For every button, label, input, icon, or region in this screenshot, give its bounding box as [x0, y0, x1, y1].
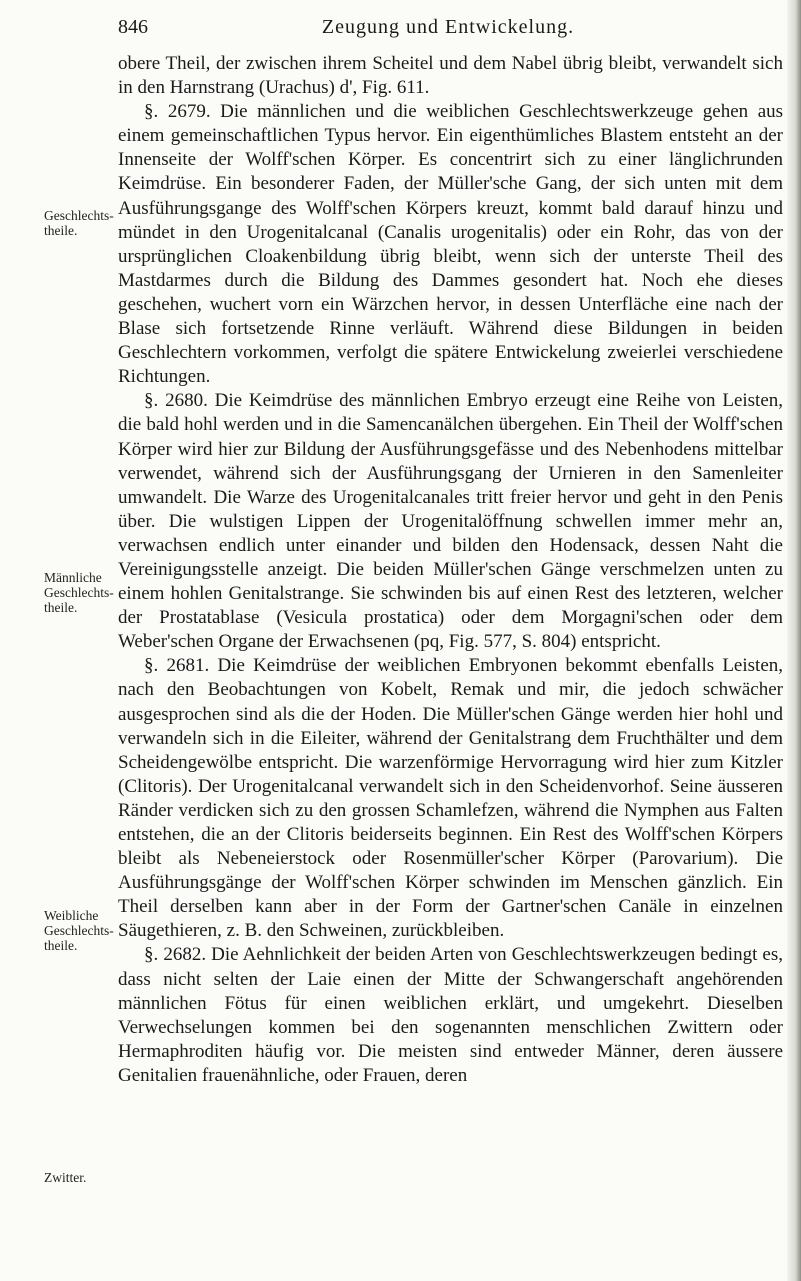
section-number: §. 2682.	[144, 944, 207, 966]
paragraph-2681	[118, 654, 783, 943]
section-number: §. 2679.	[144, 101, 211, 123]
paragraph-2680	[118, 389, 783, 654]
margin-note-weibliche: Weibliche Geschlechts-theile.	[44, 908, 114, 953]
paragraph-2682	[118, 943, 783, 1088]
margin-note-zwitter: Zwitter.	[44, 1170, 87, 1185]
running-title: Zeugung und Entwickelung.	[321, 16, 575, 38]
paragraph-text: Die Keimdrüse der weiblichen Embryonen bekommt ebenfalls Leisten, nach den Beobachtungen von Kobelt, Remak und mir, die jedoch schwächer ausgesprochen sind als die der Hoden. Die Müller'schen Gänge werden hier hohl und verwandeln sich in die Eileiter, während der Genitalstrang dem Fruchthälter und dem Scheidengewölbe entspricht. Die warzenförmige Hervorragung wird hier zum Kitzler (Clitoris). Der Urogenitalcanal verwandelt sich in den Scheidenvorhof. Seine äusseren Ränder verdicken sich zu den grossen Schamlefzen, während die Nymphen aus Falten entstehen, die an der Clitoris beiderseits beginnen. Ein Rest des Wolff'schen Körpers bleibt als Nebeneierstock oder Rosenmüller'scher Körper (Parovarium). Die Ausführungsgänge der Wolff'schen Körper schwinden im Menschen gänzlich. Ein Theil derselben kann aber in der Form der Gartner'schen Canäle in einzelnen Säugethieren, z. B. den Schweinen, zurückbleiben.	[118, 655, 784, 942]
paragraph-intro	[118, 52, 783, 100]
margin-note-maennliche: Männliche Geschlechts-theile.	[44, 570, 114, 615]
paragraph-text: Die Aehnlichkeit der beiden Arten von Geschlechtswerkzeugen bedingt es, dass nicht selten der Laie einen der Mitte der Schwangerschaft angehörenden männlichen Fötus für einen weiblichen erklärt, und umgekehrt. Dieselben Verwechselungen kommen bei den sogenannten menschlichen Zwittern oder Hermaphroditen häufig vor. Die meisten sind entweder Männer, deren äussere Genitalien frauenähnliche, oder Frauen, deren	[118, 944, 784, 1086]
paragraph-text: Die Keimdrüse des männlichen Embryo erzeugt eine Reihe von Leisten, die bald hohl werden und in die Samencanälchen übergehen. Ein Theil der Wolff'schen Körper wird hier zur Bildung der Ausführungsgefässe und des Nebenhodens mittelbar verwendet, während sich der Ausführungsgang der Urnieren in den Samenleiter umwandelt. Die Warze des Urogenitalcanales tritt freier hervor und geht in den Penis über. Die wulstigen Lippen der Urogenitalöffnung schwellen immer mehr an, verwachsen endlich unter einander und bilden den Hodensack, dessen Naht die Vereinigungsstelle anzeigt. Die beiden Müller'schen Gänge verschmelzen unten zu einem hohlen Genitalstrange. Sie schwinden bis auf einen Rest des letzteren, welcher der Prostatablase (Vesicula prostatica) oder dem Morgagni'schen oder dem Weber'schen Organe der Erwachsenen (pq, Fig. 577, S. 804) entspricht.	[118, 390, 784, 653]
paragraph-text: Die männlichen und die weiblichen Geschlechtswerkzeuge gehen aus einem gemeinschaftlichen Typus hervor. Ein eigenthümliches Blastem entsteht an der Innenseite der Wolff'schen Körper. Es concentrirt sich zu einer länglichrunden Keimdrüse. Ein besonderer Faden, der Müller'sche Gang, der sich unten mit dem Ausführungsgange des Wolff'schen Körpers kreuzt, kommt bald darauf hinzu und mündet in den Urogenitalcanal (Canalis urogenitalis) oder ein Rohr, das von der ursprünglichen Cloakenbildung übrig bleibt, wenn sich der unterste Theil des Mastdarmes durch die Bildung des Dammes gesondert hat. Noch ehe dieses geschehen, wuchert vorn ein Wärzchen hervor, in dessen Unterfläche eine nach der Blase sich fortsetzende Rinne verläuft. Während diese Bildungen in beiden Geschlechtern vorkommen, verfolgt die spätere Entwickelung zweierlei verschiedene Richtungen.	[118, 101, 784, 388]
body-text	[118, 52, 783, 1088]
section-number: §. 2681.	[144, 655, 210, 677]
section-number: §. 2680.	[144, 390, 208, 412]
paragraph-text: obere Theil, der zwischen ihrem Scheitel und dem Nabel übrig bleibt, verwandelt sich in den Harnstrang (Urachus) d', Fig. 611.	[118, 53, 783, 99]
page-edge-shadow	[787, 0, 801, 1281]
page-number: 846	[118, 16, 148, 38]
paragraph-2679	[118, 100, 783, 389]
margin-note-geschlechtstheile: Geschlechts-theile.	[44, 208, 114, 238]
page-header	[118, 16, 778, 42]
